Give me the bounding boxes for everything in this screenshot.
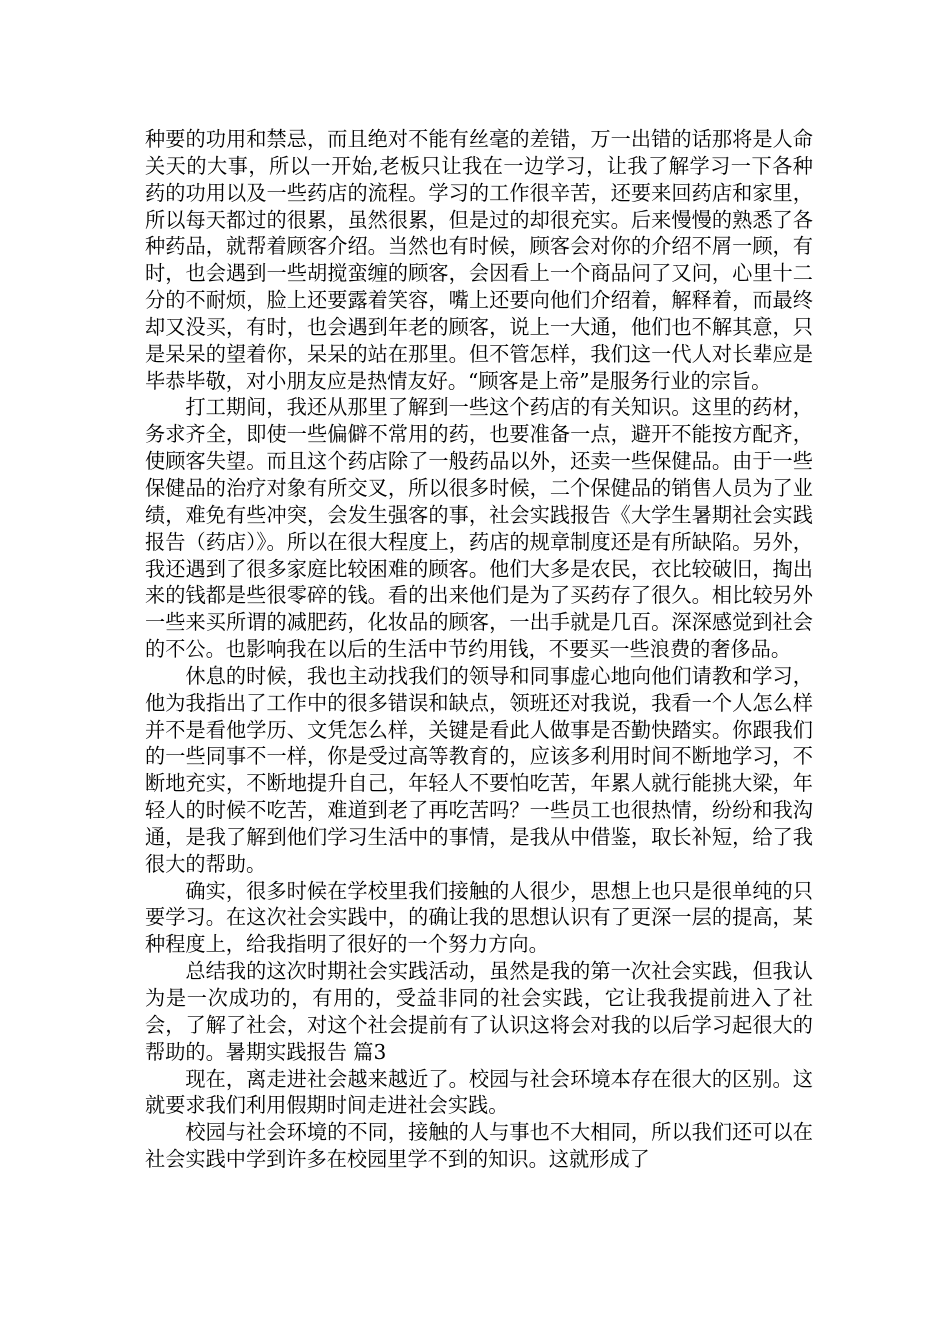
paragraph-rest-time: 休息的时候，我也主动找我们的领导和同事虚心地向他们请教和学习，他为我指出了工作中的很多错误和缺点，领班还对我说，我看一个人怎么样并不是看他学历、文凭怎么样，关键是看此人做事是否勤快踏实。你跟我们的一些同事不一样，你是受过高等教育的，应该多利用时间不断地学习，不断地充实，不断地提升自己，年轻人不要怕吃苦，年累人就行能挑大梁，年轻人的时候不吃苦，难道到老了再吃苦吗？一些员工也很热情，纷纷和我沟通，是我了解到他们学习生活中的事情，是我从中借鉴，取长补短，给了我很大的帮助。: [145, 663, 813, 876]
paragraph-approaching-society: 现在，离走进社会越来越近了。校园与社会环境本存在很大的区别。这就要求我们利用假期时间走进社会实践。: [145, 1066, 813, 1118]
paragraph-school-contrast: 确实，很多时候在学校里我们接触的人很少，思想上也只是很单纯的只要学习。在这次社会实践中，的确让我的思想认识有了更深一层的提高，某种程度上，给我指明了很好的一个努力方向。: [145, 878, 813, 957]
document-body: [145, 126, 813, 1173]
paragraph-summary: 总结我的这次时期社会实践活动，虽然是我的第一次社会实践，但我认为是一次成功的，有用的，受益非同的社会实践，它让我我提前进入了社会，了解了社会，对这个社会提前有了认识这将会对我的以后学习起很大的帮助的。暑期实践报告 篇3: [145, 959, 813, 1064]
paragraph-continued: 种要的功用和禁忌，而且绝对不能有丝毫的差错，万一出错的话那将是人命关天的大事，所以一开始,老板只让我在一边学习，让我了解学习一下各种药的功用以及一些药店的流程。学习的工作很辛苦，还要来回药店和家里，所以每天都过的很累，虽然很累，但是过的却很充实。后来慢慢的熟悉了各种药品，就帮着顾客介绍。当然也有时候，顾客会对你的介绍不屑一顾，有时，也会遇到一些胡搅蛮缠的顾客，会因看上一个商品问了又问，心里十二分的不耐烦，脸上还要露着笑容，嘴上还要向他们介绍着，解释着，而最终却又没买，有时，也会遇到年老的顾客，说上一大通，他们也不解其意，只是呆呆的望着你，呆呆的站在那里。但不管怎样，我们这一代人对长辈应是毕恭毕敬，对小朋友应是热情友好。“顾客是上帝”是服务行业的宗旨。: [145, 127, 813, 393]
paragraph-campus-vs-society: 校园与社会环境的不同，接触的人与事也不大相同，所以我们还可以在社会实践中学到许多在校园里学不到的知识。这就形成了: [145, 1120, 813, 1172]
paragraph-work-period: 打工期间，我还从那里了解到一些这个药店的有关知识。这里的药材，务求齐全，即使一些偏僻不常用的药，也要准备一点，避开不能按方配齐，使顾客失望。而且这个药店除了一般药品以外，还卖一些保健品。由于一些保健品的治疗对象有所交叉，所以很多时候，二个保健品的销售人员为了业绩，难免有些冲突，会发生强客的事，社会实践报告《大学生暑期社会实践报告（药店）》。所以在很大程度上，药店的规章制度还是有所缺陷。另外，我还遇到了很多家庭比较困难的顾客。他们大多是农民，衣比较破旧，掏出来的钱都是些很零碎的钱。看的出来他们是为了买药存了很久。相比较另外一些来买所谓的减肥药，化妆品的顾客，一出手就是几百。深深感觉到社会的不公。也影响我在以后的生活中节约用钱，不要买一些浪费的奢侈品。: [145, 395, 813, 662]
